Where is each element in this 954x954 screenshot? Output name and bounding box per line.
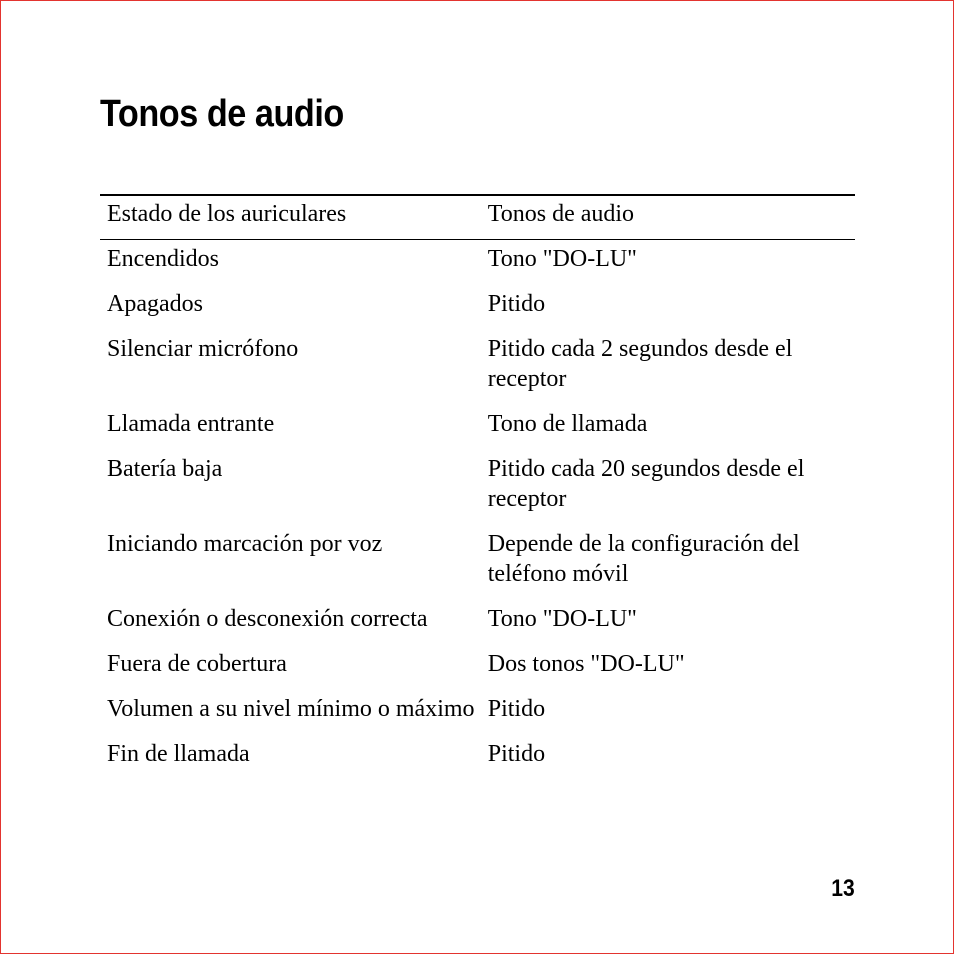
state-cell: Fuera de cobertura [107,651,287,677]
header-headset-state: Estado de los auriculares [100,195,481,240]
table-header-row [100,195,855,240]
table-row [100,451,855,526]
tone-cell: Pitido cada 20 segundos desde el receptor [487,456,805,512]
tone-cell: Tono de llamada [487,411,648,437]
table-row [100,286,855,331]
header-audio-tone: Tonos de audio [481,195,855,240]
table-row [100,240,855,287]
table-row [100,691,855,736]
page-number: 13 [831,875,855,902]
table-row [100,601,855,646]
table-row [100,331,855,406]
tone-cell: Tono "DO-LU" [487,606,637,632]
state-cell: Encendidos [107,246,219,272]
audio-tones-table [100,194,855,781]
state-cell: Volumen a su nivel mínimo o máximo [107,696,475,722]
page-title: Tonos de audio [100,93,344,135]
state-cell: Fin de llamada [107,741,250,767]
state-cell: Llamada entrante [107,411,275,437]
state-cell: Iniciando marcación por voz [107,531,383,557]
tone-cell: Pitido cada 2 segundos desde el receptor [487,336,793,392]
tone-cell: Depende de la configuración del teléfono móvil [487,531,800,587]
tone-cell: Pitido [487,291,546,317]
state-cell: Batería baja [107,456,223,482]
tone-cell: Dos tonos "DO-LU" [487,651,685,677]
tone-cell: Tono "DO-LU" [487,246,637,272]
state-cell: Conexión o desconexión correcta [107,606,428,632]
table-row [100,406,855,451]
table-row [100,736,855,781]
tone-cell: Pitido [487,696,546,722]
state-cell: Silenciar micrófono [107,336,299,362]
table-row [100,646,855,691]
tone-cell: Pitido [487,741,546,767]
state-cell: Apagados [107,291,203,317]
table-row [100,526,855,601]
